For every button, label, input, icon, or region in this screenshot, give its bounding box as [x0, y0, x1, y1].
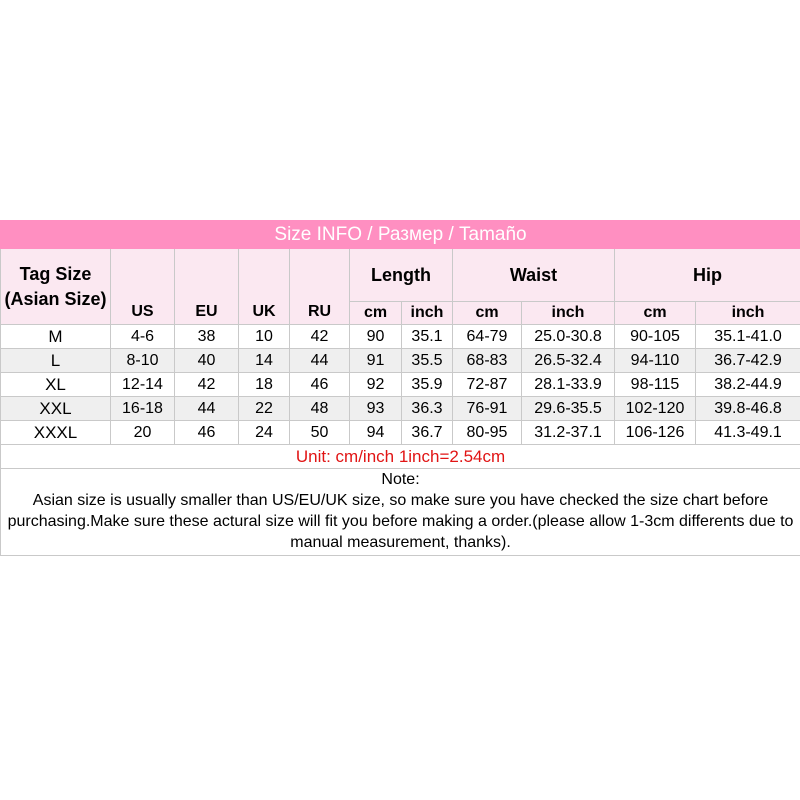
- cell-length-cm: 91: [350, 349, 402, 373]
- cell-uk: 10: [239, 325, 290, 349]
- cell-length-inch: 36.3: [402, 397, 453, 421]
- cell-uk: 14: [239, 349, 290, 373]
- cell-tag: XXL: [1, 397, 111, 421]
- cell-tag: XL: [1, 373, 111, 397]
- cell-eu: 38: [175, 325, 239, 349]
- note-title: Note:: [381, 471, 420, 488]
- cell-length-cm: 92: [350, 373, 402, 397]
- cell-length-inch: 35.5: [402, 349, 453, 373]
- header-ru: RU: [290, 249, 350, 325]
- cell-waist-cm: 68-83: [453, 349, 522, 373]
- cell-waist-inch: 31.2-37.1: [522, 421, 615, 445]
- cell-hip-inch: 41.3-49.1: [696, 421, 800, 445]
- cell-eu: 44: [175, 397, 239, 421]
- header-waist: Waist: [453, 249, 615, 302]
- header-waist-inch: inch: [522, 302, 615, 325]
- cell-length-cm: 90: [350, 325, 402, 349]
- cell-waist-inch: 28.1-33.9: [522, 373, 615, 397]
- cell-waist-inch: 29.6-35.5: [522, 397, 615, 421]
- cell-us: 16-18: [111, 397, 175, 421]
- cell-tag: L: [1, 349, 111, 373]
- cell-eu: 42: [175, 373, 239, 397]
- cell-tag: XXXL: [1, 421, 111, 445]
- cell-ru: 42: [290, 325, 350, 349]
- cell-hip-cm: 102-120: [615, 397, 696, 421]
- cell-uk: 24: [239, 421, 290, 445]
- header-tag-size: Tag Size (Asian Size): [1, 249, 111, 325]
- header-length: Length: [350, 249, 453, 302]
- table-row: [1, 421, 800, 445]
- chart-title: Size INFO / Размер / Tamaño: [1, 221, 800, 249]
- cell-length-cm: 93: [350, 397, 402, 421]
- header-length-inch: inch: [402, 302, 453, 325]
- cell-waist-cm: 64-79: [453, 325, 522, 349]
- cell-eu: 46: [175, 421, 239, 445]
- header-uk: UK: [239, 249, 290, 325]
- cell-length-cm: 94: [350, 421, 402, 445]
- cell-waist-inch: 25.0-30.8: [522, 325, 615, 349]
- cell-hip-cm: 106-126: [615, 421, 696, 445]
- cell-waist-cm: 72-87: [453, 373, 522, 397]
- header-waist-cm: cm: [453, 302, 522, 325]
- cell-hip-inch: 36.7-42.9: [696, 349, 800, 373]
- header-length-cm: cm: [350, 302, 402, 325]
- cell-us: 12-14: [111, 373, 175, 397]
- cell-waist-cm: 76-91: [453, 397, 522, 421]
- header-eu: EU: [175, 249, 239, 325]
- cell-ru: 46: [290, 373, 350, 397]
- cell-hip-cm: 94-110: [615, 349, 696, 373]
- cell-eu: 40: [175, 349, 239, 373]
- note-text: Asian size is usually smaller than US/EU/UK size, so make sure you have checked the size chart before purchasing.Make sure these actural size will fit you before making a order.(please allow 1-3cm differents due to manual measurement, thanks).: [7, 492, 794, 551]
- header-hip-inch: inch: [696, 302, 800, 325]
- cell-length-inch: 35.1: [402, 325, 453, 349]
- cell-hip-inch: 39.8-46.8: [696, 397, 800, 421]
- unit-note: Unit: cm/inch 1inch=2.54cm: [1, 445, 800, 469]
- cell-waist-cm: 80-95: [453, 421, 522, 445]
- cell-waist-inch: 26.5-32.4: [522, 349, 615, 373]
- cell-hip-inch: 35.1-41.0: [696, 325, 800, 349]
- cell-hip-cm: 90-105: [615, 325, 696, 349]
- cell-ru: 50: [290, 421, 350, 445]
- cell-ru: 48: [290, 397, 350, 421]
- table-row: [1, 397, 800, 421]
- cell-us: 8-10: [111, 349, 175, 373]
- header-hip: Hip: [615, 249, 800, 302]
- cell-hip-cm: 98-115: [615, 373, 696, 397]
- table-row: [1, 349, 800, 373]
- table-row: [1, 325, 800, 349]
- cell-length-inch: 35.9: [402, 373, 453, 397]
- cell-us: 4-6: [111, 325, 175, 349]
- cell-uk: 22: [239, 397, 290, 421]
- size-chart-table: [0, 220, 800, 556]
- header-us: US: [111, 249, 175, 325]
- note-section: [1, 469, 800, 556]
- cell-tag: M: [1, 325, 111, 349]
- header-hip-cm: cm: [615, 302, 696, 325]
- cell-ru: 44: [290, 349, 350, 373]
- cell-length-inch: 36.7: [402, 421, 453, 445]
- table-row: [1, 373, 800, 397]
- cell-us: 20: [111, 421, 175, 445]
- cell-uk: 18: [239, 373, 290, 397]
- cell-hip-inch: 38.2-44.9: [696, 373, 800, 397]
